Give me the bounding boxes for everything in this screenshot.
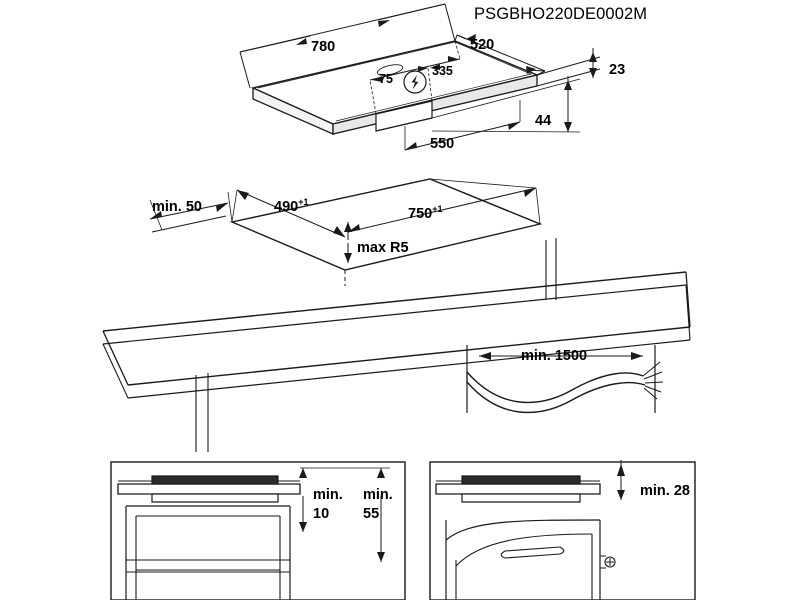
dim-label-750-value: 750 <box>408 205 433 222</box>
power-symbol-icon <box>404 71 426 93</box>
section-left <box>111 462 405 600</box>
dim-label-520: 520 <box>470 37 495 53</box>
dim-label-750-tolerance: +1 <box>432 204 443 214</box>
dim-label-490-value: 490 <box>274 198 299 215</box>
dim-label-min55-value: 55 <box>363 506 380 522</box>
dim-label-min10-prefix: min. <box>313 487 343 503</box>
dim-label-max-r5: max R5 <box>357 240 409 256</box>
drawing-code-label: PSGBHO220DE0002M <box>474 5 648 23</box>
dim-label-490-tolerance: +1 <box>298 197 309 207</box>
section-right <box>430 460 695 600</box>
dim-label-23: 23 <box>609 62 626 78</box>
dim-label-750 <box>408 205 442 221</box>
dim-label-min1500: min. 1500 <box>521 348 588 364</box>
worktop-isometric <box>103 179 690 452</box>
dim-label-780: 780 <box>311 39 336 55</box>
dim-label-min50: min. 50 <box>152 199 202 215</box>
dim-label-44: 44 <box>535 113 552 129</box>
dim-label-min10-value: 10 <box>313 506 330 522</box>
dim-label-min28: min. 28 <box>640 483 690 499</box>
dim-label-550: 550 <box>430 136 455 152</box>
dim-label-490 <box>274 198 308 214</box>
dim-label-75: 75 <box>379 72 393 86</box>
dim-label-min55-prefix: min. <box>363 487 393 503</box>
dim-label-335: 335 <box>432 64 453 78</box>
